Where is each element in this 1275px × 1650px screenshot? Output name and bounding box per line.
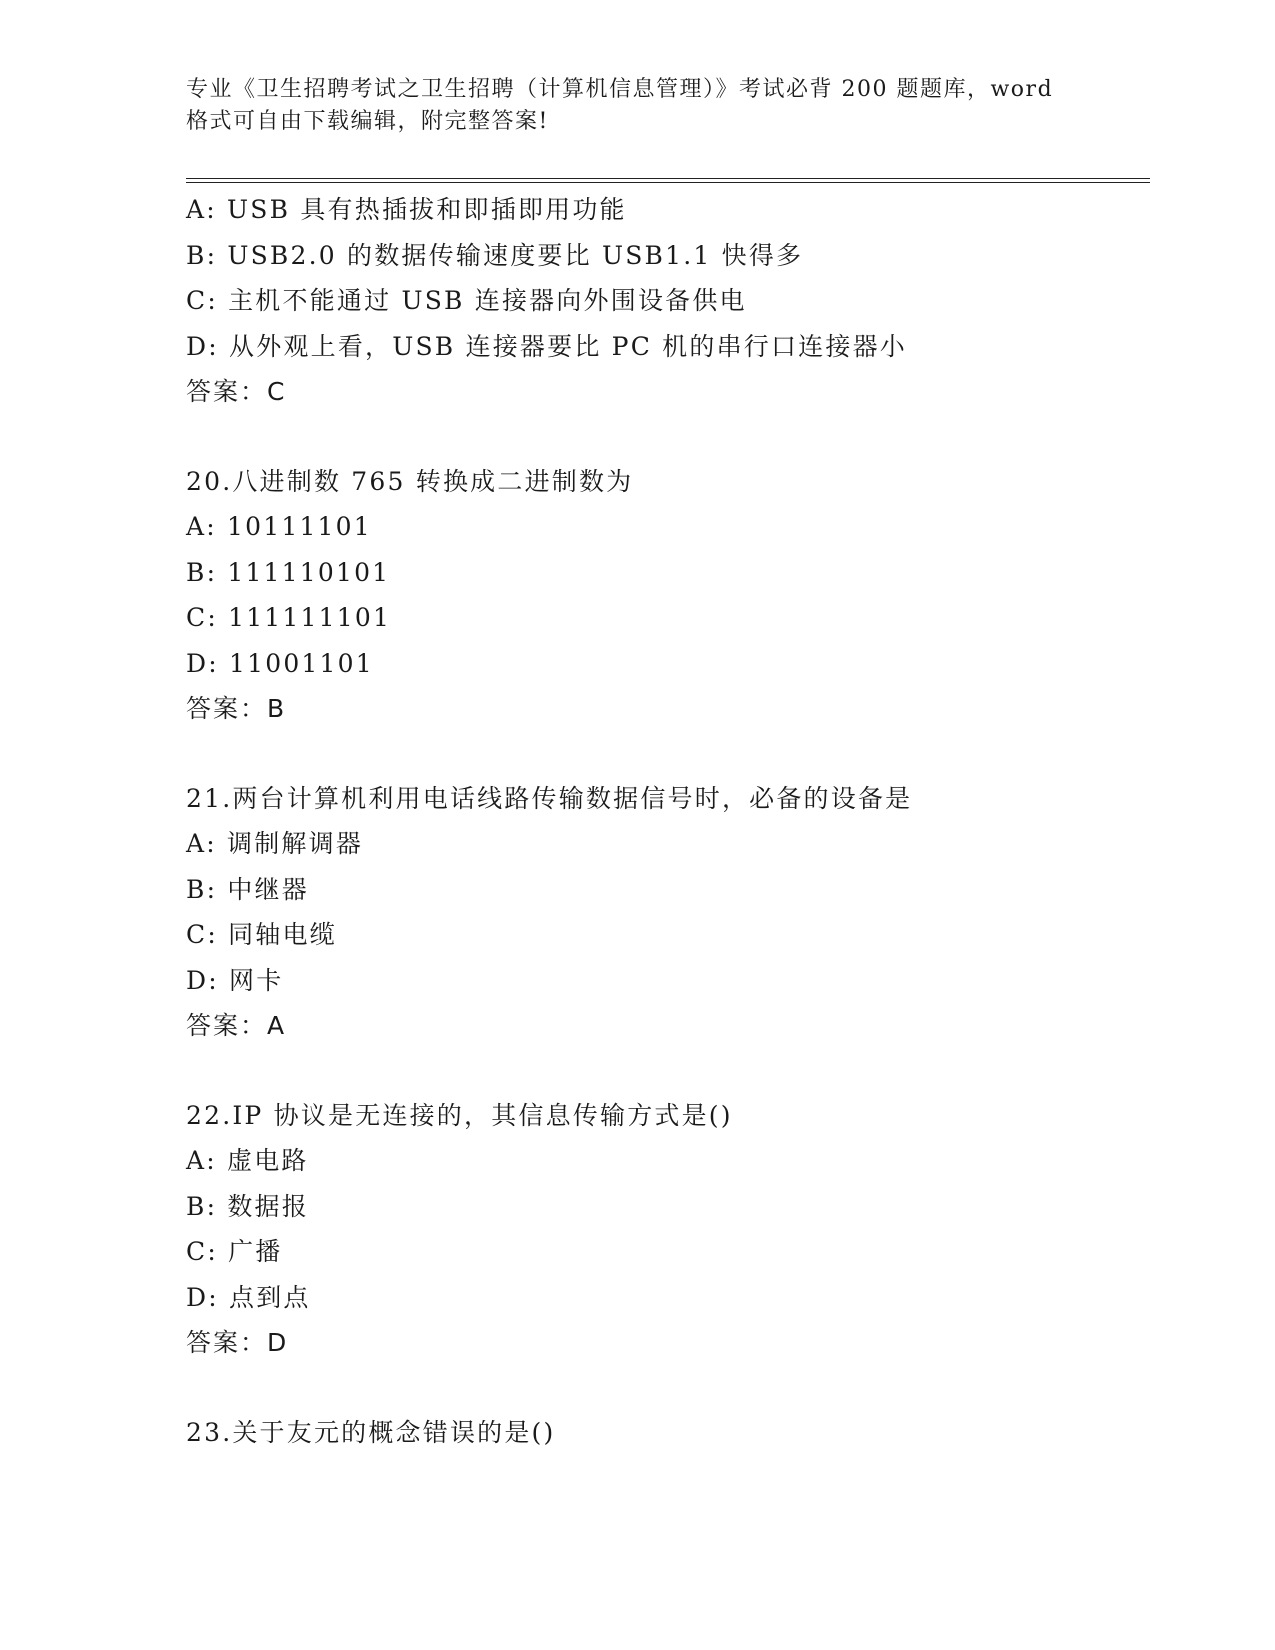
option-a: A: 10111101: [186, 512, 372, 541]
question-title: 22.IP 协议是无连接的，其信息传输方式是(): [186, 1100, 733, 1130]
option-c: C: 111111101: [186, 603, 392, 632]
question-spacer: [186, 415, 1150, 459]
question-spacer: [186, 1366, 1150, 1410]
option-c: C: 主机不能通过 USB 连接器向外围设备供电: [186, 286, 747, 315]
option-b: B: 数据报: [186, 1191, 309, 1221]
answer-line: 答案：C: [186, 377, 287, 406]
question-title: 23.关于友元的概念错误的是(): [186, 1417, 556, 1447]
answer-line: 答案：D: [186, 1328, 289, 1357]
option-a: A: 虚电路: [186, 1146, 309, 1175]
question-22: [186, 1093, 1150, 1366]
question-list: [186, 187, 1150, 1455]
question-20: [186, 459, 1150, 732]
header-title-line-1: 专业《卫生招聘考试之卫生招聘（计算机信息管理）》考试必背 200 题题库，word: [186, 77, 1054, 102]
option-a: A: USB 具有热插拔和即插即用功能: [186, 195, 627, 224]
header-title-line-2: 格式可自由下载编辑，附完整答案!: [186, 109, 549, 134]
option-d: D: 从外观上看，USB 连接器要比 PC 机的串行口连接器小: [186, 331, 907, 361]
option-b: B: 中继器: [186, 874, 309, 904]
option-c: C: 广播: [186, 1237, 283, 1266]
question-title: 20.八进制数 765 转换成二进制数为: [186, 466, 634, 496]
option-d: D: 点到点: [186, 1282, 311, 1312]
option-c: C: 同轴电缆: [186, 920, 337, 949]
answer-line: 答案：B: [186, 694, 287, 723]
question-21: [186, 776, 1150, 1049]
option-b: B: 111110101: [186, 557, 391, 587]
option-d: D: 网卡: [186, 965, 284, 995]
question-title: 21.两台计算机利用电话线路传输数据信号时，必备的设备是: [186, 783, 913, 813]
question-spacer: [186, 732, 1150, 776]
question-spacer: [186, 1049, 1150, 1093]
header-divider-top: [186, 178, 1150, 179]
question-19-continued: [186, 187, 1150, 415]
question-23: [186, 1410, 1150, 1456]
document-header: [186, 74, 1086, 138]
option-d: D: 11001101: [186, 648, 374, 678]
option-a: A: 调制解调器: [186, 829, 364, 858]
header-divider-bottom: [186, 182, 1150, 183]
option-b: B: USB2.0 的数据传输速度要比 USB1.1 快得多: [186, 240, 804, 270]
answer-line: 答案：A: [186, 1011, 287, 1040]
